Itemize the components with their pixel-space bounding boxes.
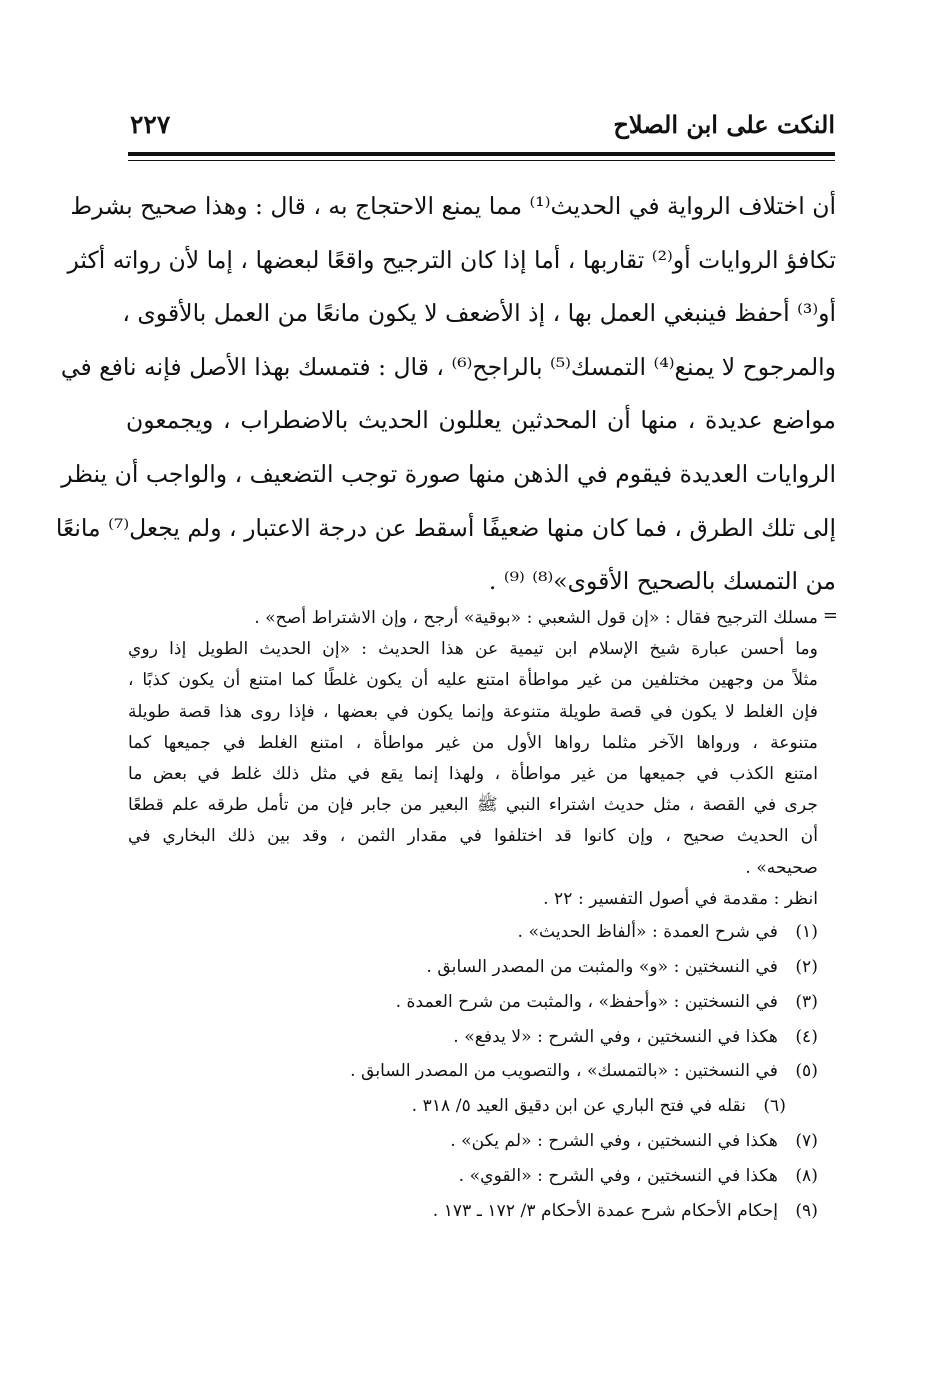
running-header [128,104,835,148]
main-text-line: الروايات العديدة فيقوم في الذهن منها صورة توجب التضعيف ، والواجب أن ينظر [61,459,836,488]
footnote-continuation-line: فإن الغلط لا يكون في قصة طويلة متنوعة وإنما يكون في بعضها ، فإذا روى هذا قصة طويلة [128,701,818,722]
footnote-text: هكذا في النسختين ، وفي الشرح : «لا يدفع» . [453,1026,778,1047]
footnote-continuation-line: انظر : مقدمة في أصول التفسير : ٢٢ . [543,888,818,909]
footnote-text: هكذا في النسختين ، وفي الشرح : «القوي» . [458,1166,778,1187]
footnote-text: في النسختين : «وأحفظ» ، والمثبت من شرح العمدة . [395,991,778,1012]
main-text-line: مواضع عديدة ، منها أن المحدثين يعللون الحديث بالاضطراب ، ويجمعون [126,406,836,435]
footnote-text: في النسختين : «و» والمثبت من المصدر السابق . [426,956,778,977]
footnote-text: هكذا في النسختين ، وفي الشرح : «لم يكن» . [450,1131,778,1152]
footnote-number: (٤) [795,1026,818,1047]
main-text-line: أو⁽³⁾ أحفظ فينبغي العمل بها ، إذ الأضعف لا يكون مانعًا من العمل بالأقوى ، [122,299,836,328]
footnote-item [128,1194,818,1229]
main-text-line: أن اختلاف الرواية في الحديث⁽¹⁾ مما يمنع الاحتجاج به ، قال : وهذا صحيح بشرط [70,192,836,220]
main-text-line: إلى تلك الطرق ، فما كان منها ضعيفًا أسقط عن درجة الاعتبار ، ولم يجعل⁽⁷⁾ مانعًا [55,513,836,542]
footnote-number: (٦) [763,1096,786,1117]
footnote-number: (٥) [795,1061,818,1082]
footnote-text: في النسختين : «بالتمسك» ، والتصويب من المصدر السابق . [350,1061,778,1082]
footnote-text: في شرح العمدة : «ألفاظ الحديث» . [517,921,778,942]
main-text-line: والمرجوح لا يمنع⁽⁴⁾ التمسك⁽⁵⁾ بالراجح⁽⁶⁾ ، قال : فتمسك بهذا الأصل فإنه نافع في [60,352,836,381]
footnote-continuation-line: وما أحسن عبارة شيخ الإسلام ابن تيمية عن هذا الحديث : «إن الحديث الطويل إذا روي [128,639,818,660]
page-number: ٢٢٧ [130,110,171,139]
footnote-continuation-line: صحيحه» . [745,857,818,878]
footnote-continuation-line: مسلك الترجيح فقال : «إن قول الشعبي : «بوقية» أرجح ، وإن الاشتراط أصح» . [254,608,818,628]
footnote-number: (٢) [795,956,818,977]
footnote-item [128,985,818,1020]
footnote-text: نقله في فتح الباري عن ابن دقيق العيد ٥/ ٣١٨ . [411,1096,746,1117]
footnote-text: إحكام الأحكام شرح عمدة الأحكام ٣/ ١٧٢ ـ ١٧٣ . [432,1201,778,1221]
footnote-item [128,1054,818,1089]
footnote-continuation-line: متنوعة ، ورواها الآخر مثلما رواها الأول من غير مواطأة ، امتنع الغلط في جميعها كما [128,732,818,753]
header-rule-thin [128,160,835,161]
header-rule-thick [128,152,835,156]
footnote-item [128,915,818,950]
continuation-marker: = [822,605,838,626]
footnote-number: (٩) [795,1201,818,1221]
footnote-item [128,1020,818,1055]
footnote-item [128,950,818,985]
footnote-number: (٨) [795,1166,818,1187]
footnotes-section [128,603,838,1229]
footnote-item [128,1124,818,1159]
footnote-continuation-line: امتنع الكذب في جميعها من غير مواطأة ، ولهذا إنما يقع في مثل ذلك غلط في بعض ما [128,763,818,784]
footnote-continuation-line: أن الحديث صحيح ، وإن كانوا قد اختلفوا في مقدار الثمن ، وقد بين ذلك البخاري في [128,826,818,847]
main-text-line: تكافؤ الروايات أو⁽²⁾ تقاربها ، أما إذا كان الترجيح واقعًا لبعضها ، إما لأن رواته أكثر [67,245,836,274]
running-title: النكت على ابن الصلاح [613,110,835,139]
footnote-number: (٣) [795,991,818,1012]
footnote-item [128,1089,818,1124]
footnote-number: (٧) [795,1131,818,1152]
main-text-line: من التمسك بالصحيح الأقوى»⁽⁸⁾ ⁽⁹⁾ . [488,567,836,596]
footnote-item [128,1159,818,1194]
footnote-continuation-line: مثلاً من وجهين مختلفين من غير مواطأة امتنع عليه أن يكون غلطًا كما امتنع أن يكون كذبًا ، [128,670,818,691]
footnote-continuation-line: جرى في القصة ، مثل حديث اشتراء النبي ﷺ البعير من جابر فإن من تأمل طرقه علم قطعًا [128,795,818,816]
main-text-block [55,180,836,609]
footnote-number: (١) [795,921,818,942]
